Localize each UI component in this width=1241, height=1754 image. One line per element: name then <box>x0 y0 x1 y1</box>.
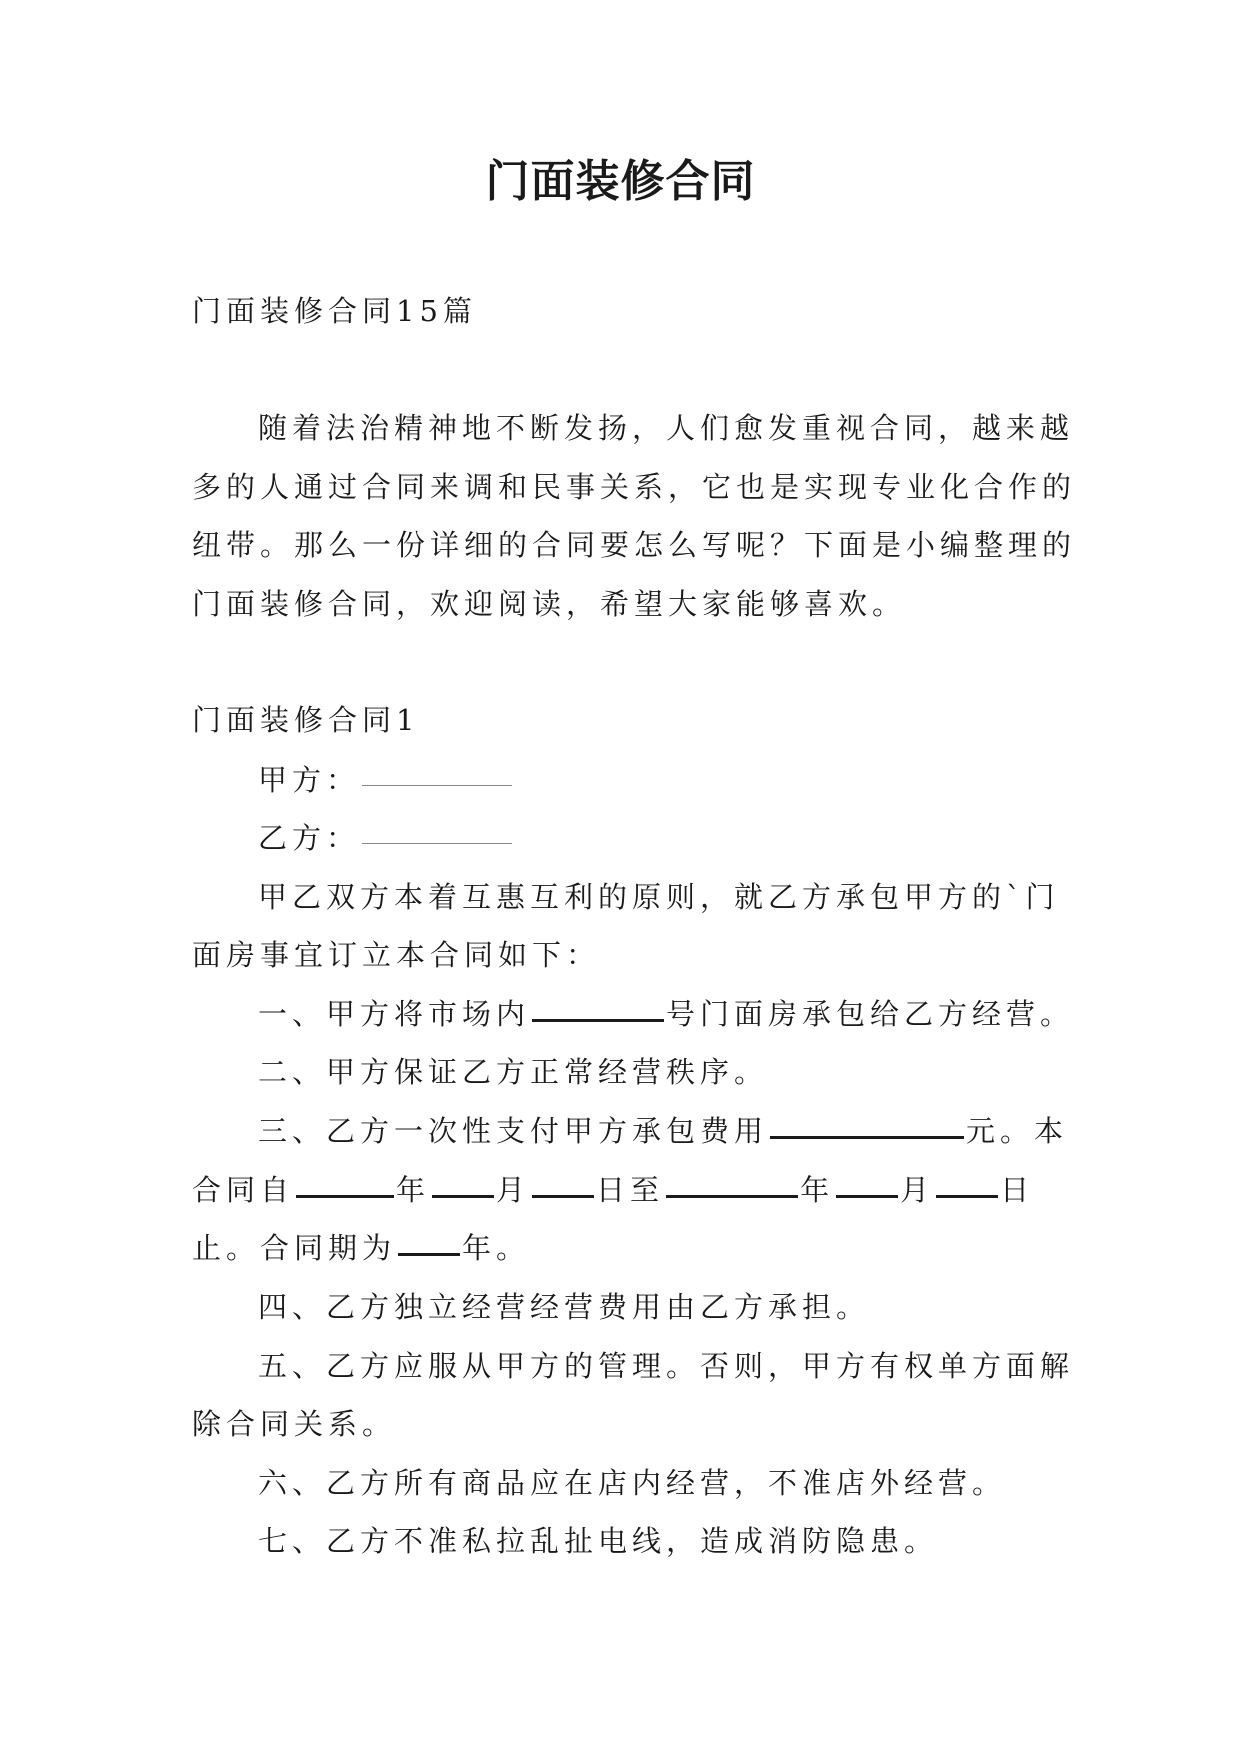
party-a-label: 甲方： <box>258 763 361 797</box>
clause-3-year-1: 年 <box>396 1173 431 1207</box>
party-b-blank <box>362 843 512 844</box>
clause-3-term: 止。合同期为 <box>192 1231 397 1265</box>
clause-6: 六、乙方所有商品应在店内经营，不准店外经营。 <box>258 1466 1007 1500</box>
preamble-line-1: 甲乙双方本着互惠互利的原则，就乙方承包甲方的`门 <box>258 880 1060 914</box>
clause-1-before: 一、甲方将市场内 <box>258 997 531 1031</box>
clause-1-after: 号门面房承包给乙方经营。 <box>666 997 1075 1031</box>
clause-3-month-2: 月 <box>900 1173 935 1207</box>
clause-5-line-1: 五、乙方应服从甲方的管理。否则，甲方有权单方面解 <box>258 1349 1075 1383</box>
intro-line-3: 纽带。那么一份详细的合同要怎么写呢？下面是小编整理的 <box>192 528 1077 562</box>
clause-3-day-2: 日 <box>1000 1173 1035 1207</box>
clause-3-month-1: 月 <box>496 1173 531 1207</box>
clause-3-day-to: 日至 <box>596 1173 665 1207</box>
party-b-label: 乙方： <box>258 821 361 855</box>
clause-3-from: 合同自 <box>192 1173 295 1207</box>
document-title: 门面装修合同 <box>485 156 756 207</box>
clause-4: 四、乙方独立经营经营费用由乙方承担。 <box>258 1290 871 1324</box>
clause-3-line-2 <box>192 1168 1034 1212</box>
clause-1 <box>258 992 1074 1036</box>
document-subtitle: 门面装修合同15篇 <box>192 294 477 328</box>
start-year-blank <box>296 1195 394 1198</box>
clause-3-fee-blank <box>770 1136 964 1139</box>
end-month-blank <box>836 1195 898 1198</box>
start-month-blank <box>432 1195 494 1198</box>
clause-5-line-2: 除合同关系。 <box>192 1407 397 1441</box>
party-b-line <box>258 816 512 860</box>
end-day-blank <box>936 1195 998 1198</box>
clause-3-line-3 <box>192 1226 530 1270</box>
start-day-blank <box>532 1195 594 1198</box>
section-heading: 门面装修合同1 <box>192 703 420 737</box>
clause-1-blank <box>532 1019 664 1022</box>
clause-3-line-1 <box>258 1109 1068 1153</box>
clause-3-text-a: 三、乙方一次性支付甲方承包费用 <box>258 1114 769 1148</box>
party-a-line <box>258 758 512 802</box>
clause-3-text-b: 元。本 <box>966 1114 1069 1148</box>
intro-line-1: 随着法治精神地不断发扬，人们愈发重视合同，越来越 <box>258 411 1075 445</box>
clause-7: 七、乙方不准私拉乱扯电线，造成消防隐患。 <box>258 1524 939 1558</box>
intro-line-2: 多的人通过合同来调和民事关系，它也是实现专业化合作的 <box>192 470 1077 504</box>
end-year-blank <box>666 1195 798 1198</box>
clause-3-year-2: 年 <box>800 1173 835 1207</box>
intro-line-4: 门面装修合同，欢迎阅读，希望大家能够喜欢。 <box>192 587 907 621</box>
party-a-blank <box>362 785 512 786</box>
clause-3-year-3: 年。 <box>462 1231 531 1265</box>
clause-2: 二、甲方保证乙方正常经营秩序。 <box>258 1055 769 1089</box>
term-years-blank <box>398 1253 460 1256</box>
preamble-line-2: 面房事宜订立本合同如下： <box>192 938 601 972</box>
